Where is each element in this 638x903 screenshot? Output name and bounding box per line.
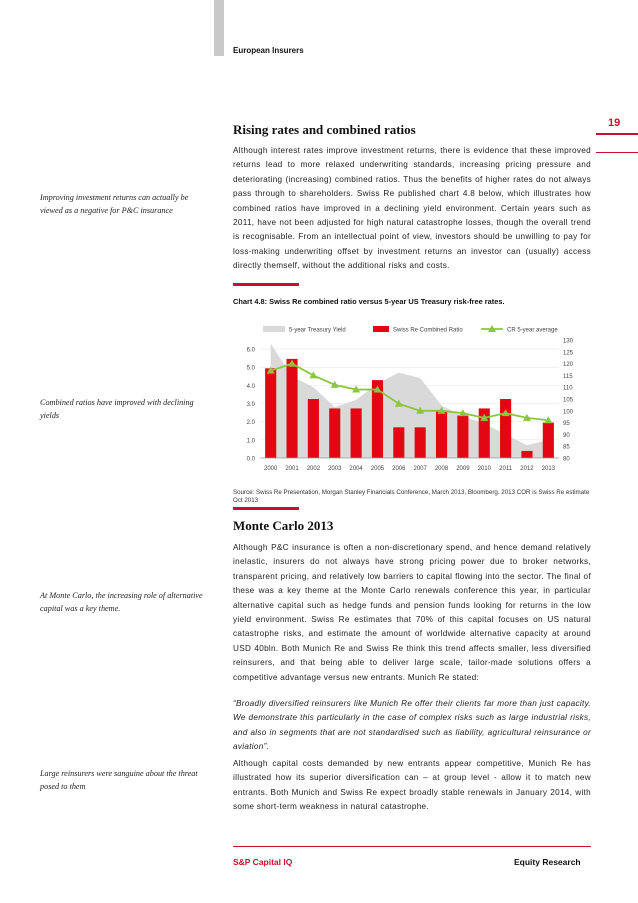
legend-label-treasury: 5-year Treasury Yield	[289, 327, 346, 334]
x-axis-tick-label: 2002	[306, 466, 321, 472]
right-axis-tick-label: 115	[563, 373, 573, 380]
footer-rule	[233, 846, 591, 847]
rising-rates-paragraph: Although interest rates improve investment returns, there is evidence that these improved returns lead to more relaxed underwriting standards, increasing pricing pressure and deteriorating (increasing) combined ratios. Thus the benefits of higher rates do not always pass through to shareholders. Swiss Re published chart 4.8 below, which illustrates how combined ratios have improved in a declining yield environment. Certain years such as 2011, have not been adjusted for high natural catastrophe losses, though the overall trend is recognisable. From an intellectual point of view, investors should be unwilling to pay for loss-making underwriting offset by investment returns an investor can (usually) access directly themself, without the additional risks and costs.	[233, 146, 591, 271]
x-axis-tick-label: 2011	[499, 466, 513, 472]
combined-ratio-bar	[265, 368, 276, 458]
combined-ratio-bar	[500, 399, 511, 458]
page-number-rule	[596, 133, 638, 135]
cr-average-marker	[309, 371, 317, 378]
left-axis-tick-label: 1.0	[246, 438, 255, 445]
x-axis-tick-label: 2000	[263, 466, 278, 472]
monte-carlo-body	[233, 541, 591, 685]
sidenote-monte-carlo: At Monte Carlo, the increasing role of alternative capital was a key theme.	[40, 591, 203, 613]
sidenote-investment-returns: Improving investment returns can actually be viewed as a negative for P&C insurance	[40, 193, 189, 215]
left-axis-tick-label: 0.0	[246, 456, 255, 463]
legend-label-combined-ratio: Swiss Re Combined Ratio	[393, 327, 463, 334]
combined-ratio-bar	[521, 451, 532, 458]
right-axis-tick-label: 90	[563, 432, 570, 439]
right-axis-tick-label: 125	[563, 350, 574, 357]
left-axis-tick-label: 4.0	[246, 383, 255, 390]
combined-ratio-bar	[436, 411, 447, 458]
legend-label-cr-average: CR 5-year average	[507, 327, 558, 334]
x-axis-tick-label: 2005	[370, 466, 385, 472]
combined-ratio-bar	[457, 416, 468, 458]
chart-container	[233, 320, 589, 480]
combined-ratio-bar	[415, 427, 426, 458]
left-axis-tick-label: 5.0	[246, 365, 255, 372]
combined-ratio-bar	[329, 408, 340, 458]
x-axis-tick-label: 2010	[477, 466, 491, 472]
combined-ratio-bar	[286, 359, 297, 458]
x-axis-tick-label: 2004	[349, 466, 363, 472]
x-axis-tick-label: 2008	[434, 466, 449, 472]
sidenote-combined-ratios: Combined ratios have improved with declining yields	[40, 398, 194, 420]
combined-ratio-bar	[543, 423, 554, 458]
left-axis-tick-label: 2.0	[246, 420, 255, 427]
x-axis-tick-label: 2009	[456, 466, 470, 472]
chart-accent-rule	[233, 283, 299, 286]
x-axis-tick-label: 2007	[413, 466, 427, 472]
left-axis-tick-label: 6.0	[246, 347, 255, 354]
combined-ratio-bar	[393, 427, 404, 458]
x-axis-tick-label: 2006	[392, 466, 406, 472]
right-axis-tick-label: 120	[563, 362, 574, 369]
right-axis-tick-label: 85	[563, 444, 570, 451]
x-axis-tick-label: 2013	[541, 466, 556, 472]
sidenote-large-reinsurers: Large reinsurers were sanguine about the threat posed to them	[40, 769, 198, 791]
page-number: 19	[608, 117, 621, 129]
left-axis-tick-label: 3.0	[246, 402, 255, 409]
chart-title: Chart 4.8: Swiss Re combined ratio versus 5-year US Treasury risk-free rates.	[233, 297, 505, 306]
chart-source: Source: Swiss Re Presentation, Morgan Stanley Financials Conference, March 2013, Bloomberg. 2013 COR is Swiss Re estimate Oct 2013	[233, 489, 590, 504]
x-axis-tick-label: 2012	[520, 466, 534, 472]
combined-ratio-bar	[351, 408, 362, 458]
footer-brand: S&P Capital IQ	[233, 857, 293, 867]
monte-carlo-accent-rule	[233, 507, 299, 510]
right-axis-tick-label: 130	[563, 338, 574, 345]
right-axis-tick-label: 105	[563, 397, 574, 404]
x-axis-tick-label: 2003	[328, 466, 342, 472]
page-number-rule-lower	[596, 152, 638, 153]
monte-carlo-heading: Monte Carlo 2013	[233, 518, 334, 533]
header-grey-bar	[214, 0, 224, 56]
rising-rates-body	[233, 144, 591, 274]
combined-ratio-chart	[233, 320, 589, 480]
right-axis-tick-label: 100	[563, 409, 574, 416]
legend-swatch-combined-ratio	[373, 326, 389, 332]
right-axis-tick-label: 110	[563, 385, 573, 392]
footer-equity-research: Equity Research	[514, 857, 581, 867]
munich-re-quote: “Broadly diversified reinsurers like Munich Re offer their clients far more than just capacity. We demonstrate this particularly in the case of complex risks such as large industrial risks, and also in segments that are not standardised such as liability, agricultural reinsurance or aviation”.	[233, 699, 591, 752]
right-axis-tick-label: 95	[563, 421, 570, 428]
monte-carlo-paragraph: Although P&C insurance is often a non-discretionary spend, and hence demand relatively inelastic, insurers do not always have strong pricing power due to broker networks, transparent pricing, and relatively low barriers to capital flowing into the sector. The final of these was a key theme at the Monte Carlo renewals conference this year, in particular alternative capital such as hedge funds and pension funds looking for returns in the low yield environment. Swiss Re estimates that 70% of this capital focuses on US natural catastrophe risks, and estimate the amount of worldwide alternative capacity at around USD 40bln. Both Munich Re and Swiss Re think this trend affects smaller, less diversified reinsurers, and that being able to deliver large scale, tailor-made solutions offers a competitive advantage versus new entrants. Munich Re stated:	[233, 543, 591, 682]
legend-swatch-treasury	[263, 326, 285, 332]
combined-ratio-bar	[308, 399, 319, 458]
monte-carlo-body-2	[233, 757, 591, 815]
monte-carlo-paragraph-2: Although capital costs demanded by new entrants appear competitive, Munich Re has illustrated how its superior diversification can – at group level - allow it to match new entrants. Both Munich and Swiss Re expect broadly stable renewals in January 2014, with some short-term weakness in natural catastrophe.	[233, 759, 591, 812]
right-axis-tick-label: 80	[563, 456, 570, 463]
section-label: European Insurers	[233, 46, 304, 55]
x-axis-tick-label: 2001	[285, 466, 299, 472]
rising-rates-heading: Rising rates and combined ratios	[233, 122, 416, 137]
